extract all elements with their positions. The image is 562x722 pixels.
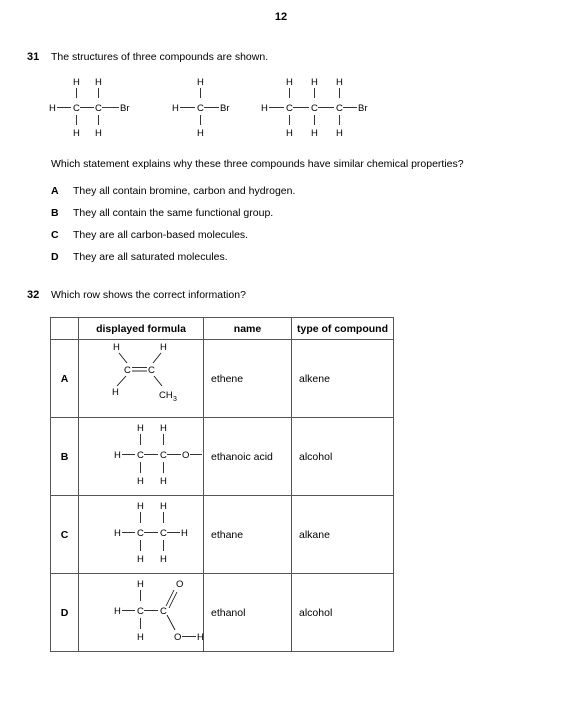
option-d-text: They are all saturated molecules.: [73, 251, 228, 263]
option-d-letter: D: [51, 251, 59, 263]
header-displayed-formula: displayed formula: [79, 318, 204, 340]
svg-text:C: C: [160, 528, 167, 539]
compound-type: alcohol: [292, 418, 394, 496]
svg-text:C: C: [137, 450, 144, 461]
question-31-stem: The structures of three compounds are shown.: [51, 51, 269, 63]
atom-h: H: [49, 103, 56, 114]
atom-h: H: [197, 77, 204, 88]
atom-br: Br: [120, 103, 130, 114]
option-b-letter: B: [51, 207, 59, 219]
question-32-number: 32: [27, 289, 40, 301]
table-row: [51, 496, 394, 574]
formula-cell: [79, 340, 204, 418]
option-a-letter: A: [51, 185, 59, 197]
atom-c: C: [311, 103, 318, 114]
compound-type: alkane: [292, 496, 394, 574]
svg-text:C: C: [137, 606, 144, 617]
table-header-row: [51, 318, 394, 340]
header-type-of-compound: type of compound: [292, 318, 394, 340]
svg-text:C: C: [137, 528, 144, 539]
displayed-formula-row-b: [79, 418, 203, 492]
formula-cell: [79, 496, 204, 574]
atom-h: H: [286, 77, 293, 88]
atom-h: H: [95, 128, 102, 139]
row-letter: B: [51, 418, 79, 496]
row-letter: A: [51, 340, 79, 418]
question-31-number: 31: [27, 51, 40, 63]
option-c-letter: C: [51, 229, 59, 241]
displayed-formula-ethane: [79, 496, 203, 570]
displayed-formula-row-d: [79, 574, 203, 648]
atom-h: H: [311, 128, 318, 139]
atom-br: Br: [220, 103, 230, 114]
svg-text:CH: CH: [159, 390, 173, 401]
atom-h: H: [311, 77, 318, 88]
svg-text:H: H: [137, 632, 144, 643]
svg-text:H: H: [137, 579, 144, 590]
svg-text:C: C: [124, 365, 131, 376]
structure-bromomethane: [172, 77, 230, 139]
svg-text:C: C: [160, 606, 167, 617]
svg-text:H: H: [114, 528, 121, 539]
svg-text:H: H: [160, 476, 167, 487]
atom-h: H: [336, 77, 343, 88]
compound-name: ethanoic acid: [204, 418, 292, 496]
svg-text:H: H: [160, 554, 167, 565]
atom-h: H: [261, 103, 268, 114]
compound-name: ethene: [204, 340, 292, 418]
formula-cell: [79, 574, 204, 652]
atom-h: H: [197, 128, 204, 139]
svg-text:C: C: [148, 365, 155, 376]
svg-text:H: H: [137, 423, 144, 434]
formula-cell: [79, 418, 204, 496]
atom-c: C: [336, 103, 343, 114]
header-name: name: [204, 318, 292, 340]
row-letter: D: [51, 574, 79, 652]
svg-text:3: 3: [173, 396, 177, 403]
page-number: 12: [274, 11, 288, 23]
svg-text:O: O: [176, 579, 184, 590]
compound-type: alcohol: [292, 574, 394, 652]
svg-text:H: H: [160, 423, 167, 434]
svg-text:H: H: [114, 606, 121, 617]
option-c-text: They are all carbon-based molecules.: [73, 229, 249, 241]
atom-c: C: [95, 103, 102, 114]
atom-h: H: [95, 77, 102, 88]
atom-h: H: [286, 128, 293, 139]
svg-text:O: O: [174, 632, 182, 643]
atom-h: H: [336, 128, 343, 139]
answer-table: [50, 317, 394, 652]
question-32-stem: Which row shows the correct information?: [51, 289, 246, 301]
svg-text:H: H: [137, 554, 144, 565]
svg-text:H: H: [114, 450, 121, 461]
svg-text:H: H: [137, 476, 144, 487]
table-row: [51, 418, 394, 496]
question-31-prompt: Which statement explains why these three compounds have similar chemical properties?: [51, 158, 464, 170]
svg-text:C: C: [160, 450, 167, 461]
atom-c: C: [197, 103, 204, 114]
compound-name: ethane: [204, 496, 292, 574]
atom-h: H: [73, 128, 80, 139]
atom-h: H: [73, 77, 80, 88]
option-a-text: They all contain bromine, carbon and hydrogen.: [73, 185, 296, 197]
table-row: [51, 340, 394, 418]
structure-bromopropane: [261, 77, 368, 139]
compound-name: ethanol: [204, 574, 292, 652]
svg-text:H: H: [197, 632, 204, 643]
structure-bromoethane: [49, 77, 130, 139]
displayed-formula-ethene: [79, 340, 203, 414]
atom-h: H: [172, 103, 179, 114]
svg-text:H: H: [160, 342, 167, 353]
table-row: [51, 574, 394, 652]
atom-br: Br: [358, 103, 368, 114]
svg-text:H: H: [160, 501, 167, 512]
svg-text:H: H: [112, 387, 119, 398]
row-letter: C: [51, 496, 79, 574]
svg-text:O: O: [182, 450, 190, 461]
compound-type: alkene: [292, 340, 394, 418]
q31-structures: [0, 72, 562, 142]
svg-text:H: H: [113, 342, 120, 353]
atom-c: C: [286, 103, 293, 114]
option-b-text: They all contain the same functional group.: [73, 207, 274, 219]
svg-text:H: H: [137, 501, 144, 512]
header-blank: [51, 318, 79, 340]
svg-text:H: H: [181, 528, 188, 539]
atom-c: C: [73, 103, 80, 114]
